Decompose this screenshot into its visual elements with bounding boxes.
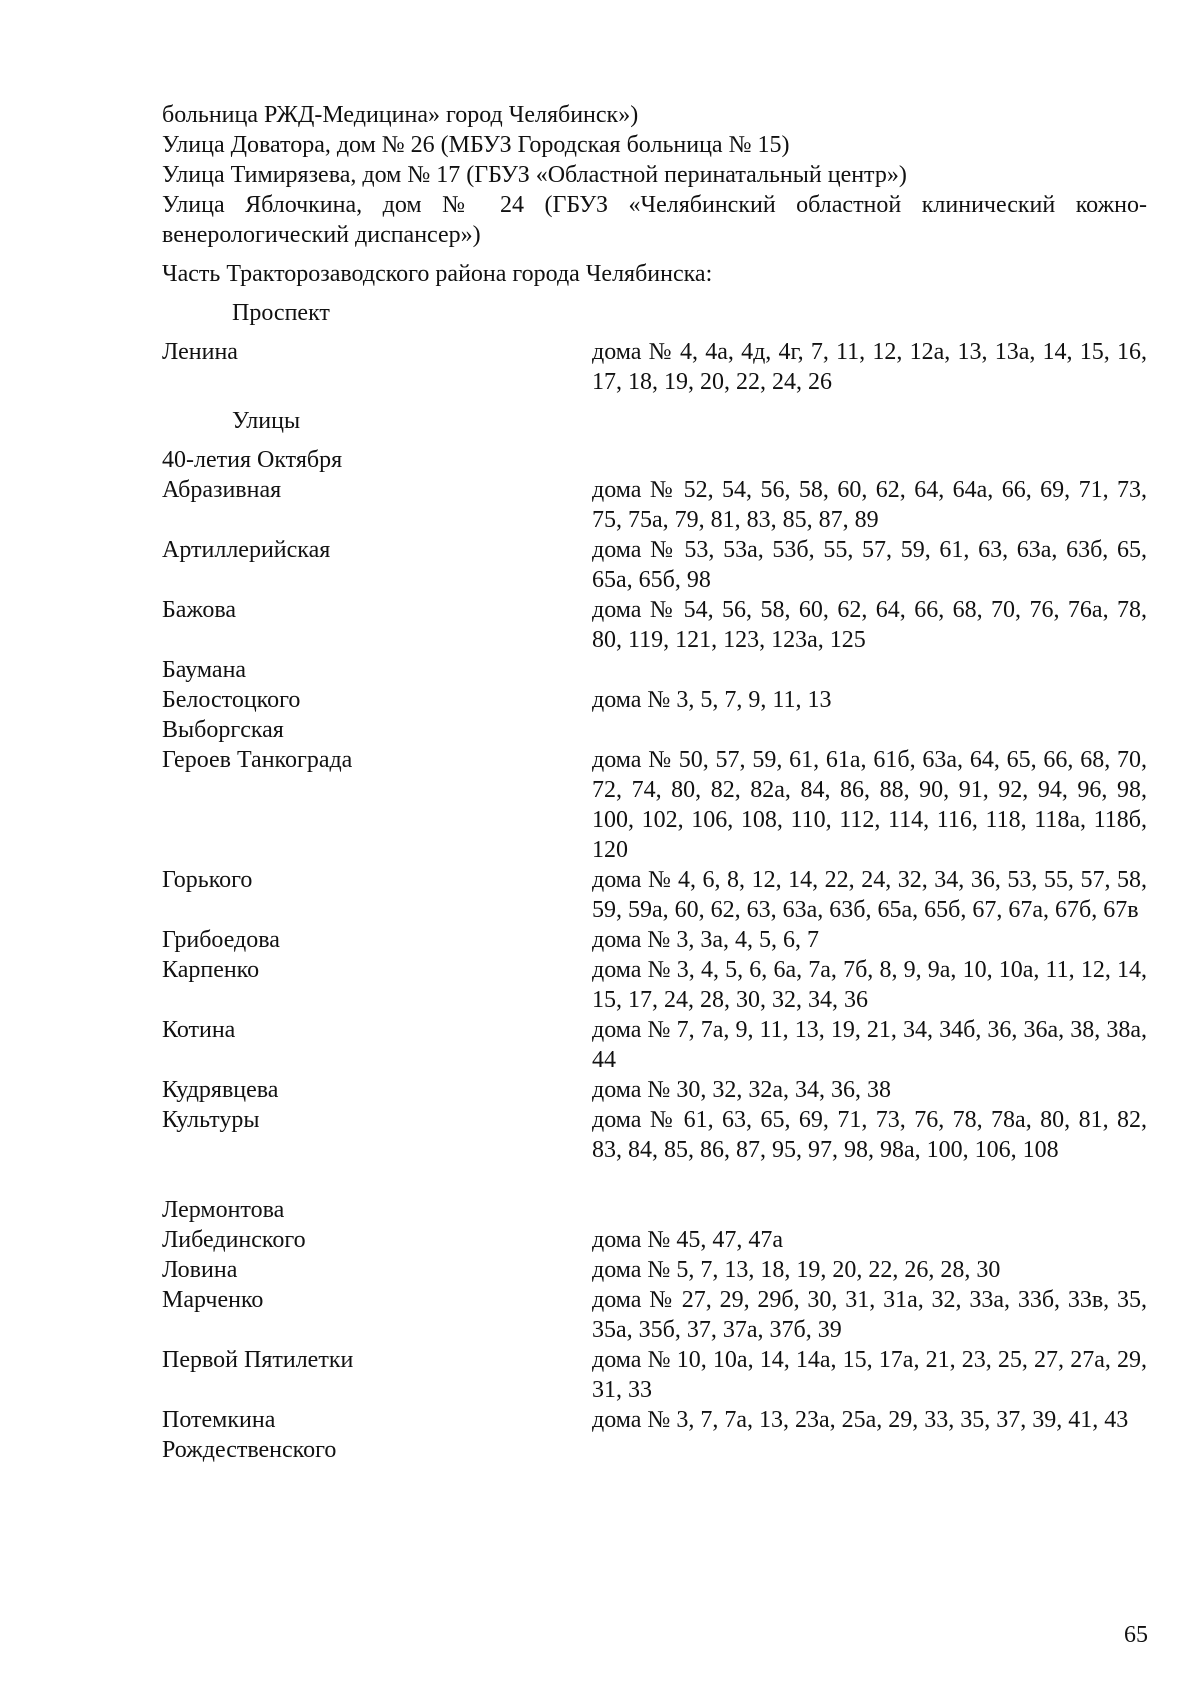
street-name: Героев Танкограда [162, 747, 353, 773]
street-name: Горького [162, 867, 253, 893]
house-numbers [592, 445, 1147, 475]
street-row [162, 445, 1147, 475]
house-numbers: дома № 53, 53а, 53б, 55, 57, 59, 61, 63, 63а, 63б, 65, 65а, 65б, 98 [592, 537, 1147, 593]
house-numbers: дома № 50, 57, 59, 61, 61а, 61б, 63а, 64, 65, 66, 68, 70, 72, 74, 80, 82, 82а, 84, 86, 88, 90, 91, 92, 94, 96, 98, 100, 102, 106, 108, 110, 112, 114, 116, 118, 118а, 118б, 120 [592, 747, 1147, 863]
street-name: Котина [162, 1017, 236, 1043]
street-name: Потемкина [162, 1407, 276, 1433]
street-row [162, 685, 1147, 715]
house-numbers: дома № 30, 32, 32а, 34, 36, 38 [592, 1077, 891, 1103]
street-row [162, 1105, 1147, 1165]
street-list [162, 445, 1147, 1465]
document-page [162, 100, 1147, 1465]
street-row [162, 535, 1147, 595]
house-numbers: дома № 27, 29, 29б, 30, 31, 31а, 32, 33а, 33б, 33в, 35, 35а, 35б, 37, 37а, 37б, 39 [592, 1287, 1147, 1343]
street-name: Грибоедова [162, 927, 280, 953]
street-name: Ленина [162, 339, 238, 365]
house-numbers [592, 1435, 1147, 1465]
prospekt-list [162, 337, 1147, 397]
street-row [162, 1165, 1147, 1195]
street-name: Выборгская [162, 717, 284, 743]
house-numbers: дома № 61, 63, 65, 69, 71, 73, 76, 78, 78а, 80, 81, 82, 83, 84, 85, 86, 87, 95, 97, 98, 98а, 100, 106, 108 [592, 1107, 1147, 1163]
street-name: Первой Пятилетки [162, 1347, 354, 1373]
house-numbers [592, 655, 1147, 685]
street-name: Лермонтова [162, 1197, 285, 1223]
house-numbers: дома № 3, 3а, 4, 5, 6, 7 [592, 927, 819, 953]
street-row [162, 1255, 1147, 1285]
street-name: Артиллерийская [162, 537, 331, 563]
street-row [162, 1225, 1147, 1255]
street-row [162, 1015, 1147, 1075]
page-number: 65 [1124, 1622, 1148, 1648]
street-name: Рождественского [162, 1437, 337, 1463]
intro-line: Улица Яблочкина, дом № 24 (ГБУЗ «Челябинский областной клинический кожно- [162, 192, 1147, 218]
street-row [162, 955, 1147, 1015]
house-numbers: дома № 3, 7, 7а, 13, 23а, 25а, 29, 33, 35, 37, 39, 41, 43 [592, 1407, 1129, 1433]
street-row [162, 1405, 1147, 1435]
street-row [162, 655, 1147, 685]
intro-line: Улица Доватора, дом № 26 (МБУЗ Городская больница № 15) [162, 132, 790, 158]
street-name: Либединского [162, 1227, 306, 1253]
street-name: Карпенко [162, 957, 260, 983]
house-numbers: дома № 7, 7а, 9, 11, 13, 19, 21, 34, 34б, 36, 36а, 38, 38а, 44 [592, 1017, 1147, 1073]
street-name [162, 1165, 592, 1195]
house-numbers [592, 1165, 1147, 1195]
intro-line: Улица Тимирязева, дом № 17 (ГБУЗ «Областной перинатальный центр») [162, 162, 907, 188]
house-numbers: дома № 4, 6, 8, 12, 14, 22, 24, 32, 34, 36, 53, 55, 57, 58, 59, 59а, 60, 62, 63, 63а, 63б, 65а, 65б, 67, 67а, 67б, 67в [592, 867, 1147, 923]
street-name: Культуры [162, 1107, 260, 1133]
house-numbers: дома № 52, 54, 56, 58, 60, 62, 64, 64а, 66, 69, 71, 73, 75, 75а, 79, 81, 83, 85, 87, 89 [592, 477, 1147, 533]
street-name: Ловина [162, 1257, 238, 1283]
street-row [162, 1345, 1147, 1405]
street-row [162, 715, 1147, 745]
house-numbers: дома № 5, 7, 13, 18, 19, 20, 22, 26, 28, 30 [592, 1257, 1001, 1283]
street-name: Бажова [162, 597, 237, 623]
street-row [162, 1285, 1147, 1345]
intro-line: венерологический диспансер») [162, 222, 481, 248]
street-row [162, 745, 1147, 865]
street-name: 40-летия Октября [162, 447, 343, 473]
house-numbers [592, 715, 1147, 745]
street-row [162, 1075, 1147, 1105]
intro-block [162, 100, 1147, 250]
street-row [162, 925, 1147, 955]
street-name: Белостоцкого [162, 687, 301, 713]
house-numbers: дома № 3, 5, 7, 9, 11, 13 [592, 687, 832, 713]
house-numbers: дома № 10, 10а, 14, 14а, 15, 17а, 21, 23, 25, 27, 27а, 29, 31, 33 [592, 1347, 1147, 1403]
section-header-streets: Улицы [232, 408, 301, 434]
street-row [162, 1435, 1147, 1465]
street-row [162, 475, 1147, 535]
street-name: Марченко [162, 1287, 264, 1313]
house-numbers: дома № 3, 4, 5, 6, 6а, 7а, 7б, 8, 9, 9а, 10, 10а, 11, 12, 14, 15, 17, 24, 28, 30, 32, 34, 36 [592, 957, 1147, 1013]
house-numbers: дома № 45, 47, 47а [592, 1227, 783, 1253]
house-numbers [592, 1195, 1147, 1225]
street-row [162, 865, 1147, 925]
intro-line: больница РЖД-Медицина» город Челябинск») [162, 102, 639, 128]
street-name: Абразивная [162, 477, 282, 503]
street-row [162, 595, 1147, 655]
district-heading: Часть Тракторозаводского района города Челябинска: [162, 261, 713, 287]
street-row [162, 337, 1147, 397]
house-numbers: дома № 54, 56, 58, 60, 62, 64, 66, 68, 70, 76, 76а, 78, 80, 119, 121, 123, 123а, 125 [592, 597, 1147, 653]
house-numbers: дома № 4, 4а, 4д, 4г, 7, 11, 12, 12а, 13, 13а, 14, 15, 16, 17, 18, 19, 20, 22, 24, 26 [592, 339, 1147, 395]
street-row [162, 1195, 1147, 1225]
street-name: Кудрявцева [162, 1077, 279, 1103]
section-header-prospekt: Проспект [232, 300, 330, 326]
street-name: Баумана [162, 657, 247, 683]
